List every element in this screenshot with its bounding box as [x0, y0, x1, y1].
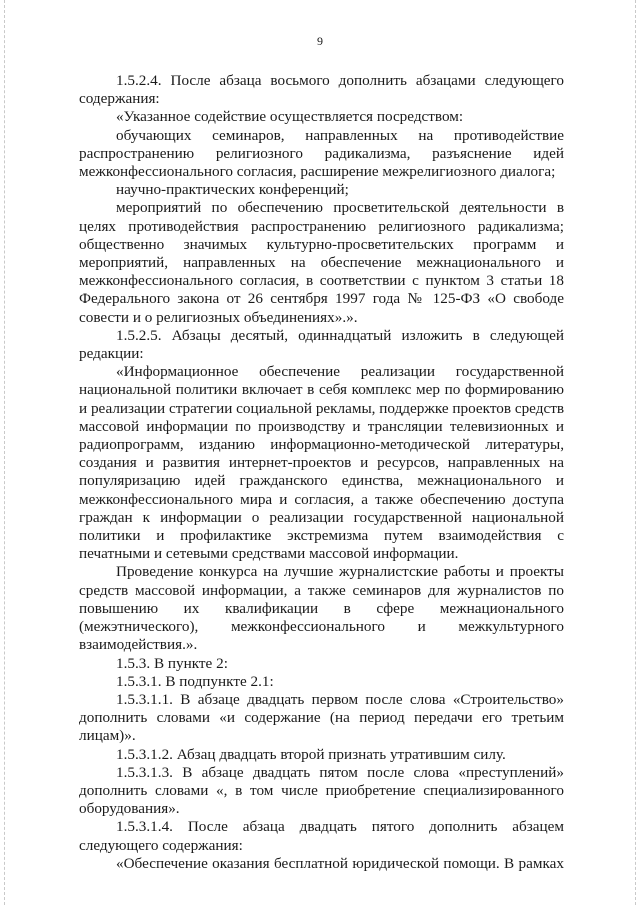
paragraph-assistance-intro: «Указанное содействие осуществляется посредством:	[116, 108, 464, 126]
paragraph-1-5-3-1: 1.5.3.1. В подпункте 2.1:	[116, 672, 274, 690]
paragraph-events: мероприятий по обеспечению просветительской деятельности в целях противодействия распространению религиозного радикализма; общественно значимых культурно-просветительских программ и мероприятий, направленных на обеспечение межнационального и межконфессионального согласия, в соответствии с пунктом 3 статьи 18 Федерального закона от 26 сентября 1997 года № 125-ФЗ «О свободе совести и о религиозных объединениях».».	[79, 199, 564, 326]
paragraph-1-5-2-4: 1.5.2.4. После абзаца восьмого дополнить абзацами следующего содержания:	[79, 72, 564, 108]
page-edge-left	[4, 0, 6, 905]
paragraph-seminars: обучающих семинаров, направленных на противодействие распространению религиозного радикализма, разъяснение идей межконфессионального согласия, расширение межрелигиозного диалога;	[79, 126, 564, 181]
paragraph-1-5-3-1-3: 1.5.3.1.3. В абзаце двадцать пятом после слова «преступлений» дополнить словами «, в том числе приобретение специализированного оборудования».	[79, 763, 564, 818]
paragraph-journalism-contest: Проведение конкурса на лучшие журналистские работы и проекты средств массовой информации, а также семинаров для журналистов по повышению их квалификации в сфере межнационального (межэтнического), межконфессионального и межкультурного взаимодействия.».	[79, 563, 564, 654]
paragraph-1-5-2-5: 1.5.2.5. Абзацы десятый, одиннадцатый изложить в следующей редакции:	[79, 326, 564, 363]
paragraph-1-5-3-1-2: 1.5.3.1.2. Абзац двадцать второй признать утратившим силу.	[116, 745, 506, 763]
paragraph-1-5-3: 1.5.3. В пункте 2:	[116, 654, 228, 672]
paragraph-information-support: «Информационное обеспечение реализации государственной национальной политики включает в себя комплекс мер по формированию и реализации стратегии социальной рекламы, поддержке проектов средств массовой информации по производству и трансляции телевизионных и радиопрограмм, изданию информационно-методической литературы, создания и развития интернет-проектов и ресурсов, направленных на популяризацию идей гражданского единства, межнационального и межконфессионального мира и согласия, а также обеспечению доступа граждан к информации о реализации государственной национальной политики и профилактике экстремизма путем взаимодействия с печатными и сетевыми средствами массовой информации.	[79, 363, 564, 563]
paragraph-legal-aid: «Обеспечение оказания бесплатной юридической помощи. В рамках	[116, 854, 564, 872]
paragraph-1-5-3-1-1: 1.5.3.1.1. В абзаце двадцать первом после слова «Строительство» дополнить словами «и содержание (на период передачи его третьим лицам)».	[79, 690, 564, 745]
page-number: 9	[317, 34, 323, 48]
paragraph-conferences: научно-практических конференций;	[116, 181, 349, 199]
page-edge-right	[635, 0, 637, 905]
paragraph-1-5-3-1-4: 1.5.3.1.4. После абзаца двадцать пятого дополнить абзацем следующего содержания:	[79, 818, 564, 854]
document-body	[79, 72, 564, 873]
